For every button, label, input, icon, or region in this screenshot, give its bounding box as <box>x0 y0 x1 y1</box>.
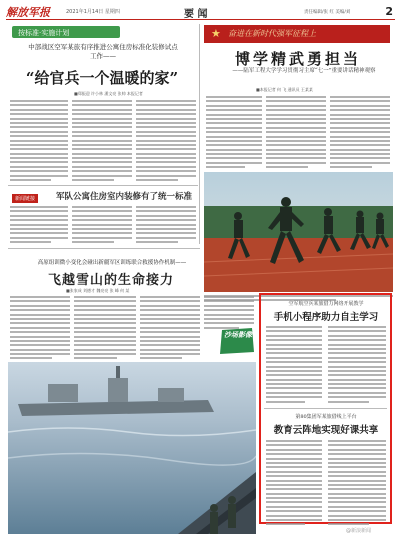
article2-banner <box>204 25 390 43</box>
box-item1-body-col2 <box>328 326 386 405</box>
article4-body-col1 <box>10 296 70 362</box>
section-divider <box>8 185 198 186</box>
article4-body-col3 <box>140 296 200 362</box>
column-divider <box>199 24 200 244</box>
article1-body-col2 <box>72 100 132 183</box>
article2-headline[interactable]: 博学精武勇担当 <box>234 50 361 68</box>
soldiers-running-photo[interactable] <box>204 172 393 292</box>
box-item1-kicker: 空军航空兵某旅借力网络开展教学 <box>288 301 364 307</box>
naval-ship-photo[interactable] <box>8 362 256 534</box>
issue-date: 2021年1月14日 星期四 <box>66 9 120 15</box>
article2-byline: ■本报记者 何 飞 通讯员 王某某 <box>256 87 313 92</box>
box-item2-body-col1 <box>266 440 322 528</box>
article1-kicker: 中部战区空军某旅有序推进公寓住房标准化装修试点工作—— <box>28 43 178 60</box>
article1-byline: ■郑振迎 许小林 潘文亮 张帅 本报记者 <box>74 91 143 96</box>
article1-tag: 按标准·实施计划 <box>12 26 120 38</box>
article1-body-col3 <box>136 100 196 183</box>
article1-headline[interactable]: “给官兵一个温暖的家” <box>25 69 179 87</box>
article4-byline: ■张家成 刘德才 魏亮亮 张 峰 何 某 <box>66 288 130 293</box>
box-divider <box>264 408 387 409</box>
box-item2-headline[interactable]: 教育云阵地实现好课共享 <box>273 425 379 436</box>
article4-body-col2 <box>74 296 136 362</box>
article2-banner-text: 奋进在新时代强军征程上 <box>228 29 316 38</box>
section-title: 要 闻 <box>184 9 208 20</box>
box-item1-body-col1 <box>266 326 322 405</box>
source-watermark: @新浪新闻 <box>346 528 372 534</box>
article4-headline[interactable]: 飞越雪山的生命接力 <box>47 273 174 288</box>
newspaper-logo: 解放军报 <box>6 6 50 19</box>
box-item2-body-col2 <box>328 440 386 528</box>
article3-headline[interactable]: 军队公寓住房室内装修有了统一标准 <box>56 192 193 202</box>
box-item1-headline[interactable]: 手机小程序助力自主学习 <box>273 312 379 323</box>
star-icon: ★ <box>211 27 221 40</box>
article3-tag: 新闻链接 <box>12 194 38 203</box>
section-divider <box>8 248 200 249</box>
photo-logo-text: 沙场影像 <box>224 330 252 339</box>
page-number: 2 <box>385 5 393 18</box>
article2-subtitle: ——陆军工程大学学习贯彻习主席“七一”重要讲话精神观察 <box>232 68 376 74</box>
article2-body-col3 <box>330 96 390 171</box>
editor-credit: 责任编辑/张 红 美编/刘 <box>304 10 351 15</box>
masthead <box>6 4 395 20</box>
article2-body-col1 <box>206 96 262 171</box>
article3-body-col3 <box>136 206 196 246</box>
article3-body-col1 <box>10 206 68 246</box>
box-item2-kicker: 第80集团军某旅借线上平台 <box>295 414 357 420</box>
article3-body-col2 <box>72 206 132 246</box>
article4-kicker: 高原组训微小变化会碰出新疆军区训练联合救援协作机制—— <box>37 260 187 266</box>
article1-body-col1 <box>10 100 68 183</box>
article2-body-col2 <box>266 96 326 171</box>
